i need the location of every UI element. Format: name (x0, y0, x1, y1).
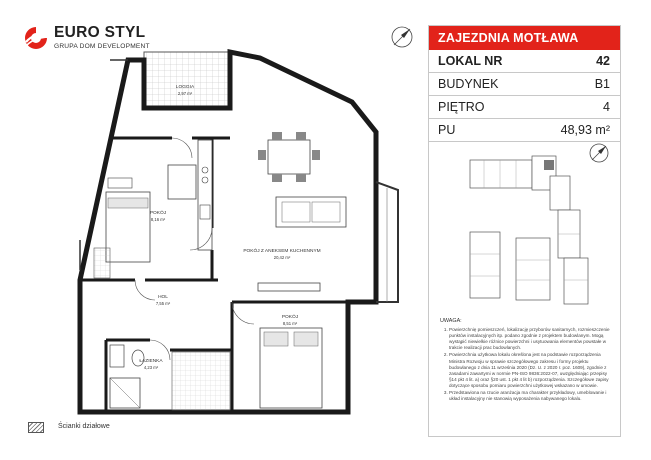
room-area-pokoj-1: 8,16 m² (150, 217, 166, 222)
selected-unit-highlight (544, 160, 554, 170)
row-pu (429, 119, 620, 142)
tv-cabinet (258, 283, 320, 291)
logo-brand-text: EURO STYL (54, 24, 146, 41)
notes-title: UWAGA: (440, 318, 462, 324)
note-item: 3. Przedstawiona na rzucie aranżacja ma charakter przykładowy, umeblowanie i układ instalacyjny nie stanowią wyposażenia nabywanego lokalu. (449, 390, 615, 402)
room-area-loggia: 2,97 m² (177, 91, 193, 96)
room-label-pokoj-1: POKÓJ (149, 211, 167, 216)
row-label: LOKAL NR (438, 54, 503, 68)
partition-wall-swatch (28, 422, 44, 433)
notes (440, 318, 615, 403)
building-key-plan (460, 140, 600, 308)
row-budynek (429, 73, 620, 96)
note-item: 2. Powierzchnia użytkowa lokalu określona jest na podstawie rozporządzenia Ministra Rozwoju w sprawie szczegółowego zakresu i formy projektu budowlanego z dnia 11 września 2020 (Dz. U. z 2020 r. poz. 1609), zgodnie z zasadami zawartymi w normie PN-ISO 9836:2022-07, uwzględniając przepisy §14 pkt 4 lit. a) oraz §20 ust. 1 pkt 4 lit b) rozporządzenia. Szczegółowe zapisy dotyczące sposobu pomiaru powierzchni użytkowej wskazano w umowie. (449, 352, 615, 389)
sofa (276, 197, 346, 227)
row-value: 42 (596, 54, 610, 68)
room-label-hol: HOL (158, 295, 168, 300)
investment-title: ZAJEZDNIA MOTŁAWA (429, 26, 620, 50)
row-value: B1 (594, 77, 610, 91)
room-label-lazienka: ŁAZIENKA (139, 359, 163, 364)
room-area-pokoj-aneks: 20,42 m² (273, 255, 291, 260)
room-area-pokoj-2: 8,51 m² (282, 321, 298, 326)
row-lokal (429, 50, 620, 73)
room-label-pokoj-aneks: POKÓJ Z ANEKSEM KUCHENNYM (243, 249, 321, 254)
note-item: 1. Powierzchnię pomieszczeń, lokalizację przyborów sanitarnych, rozmieszczenie punktów instalacyjnych itp. podano zgodnie z projektem budowlanym. Mogą wystąpić niewielkie różnice powierzchni i usytuowania elementów powstałe w trakcie realizacji prac budowlanych. (449, 327, 615, 351)
row-value: 48,93 m² (560, 123, 610, 137)
loggia-area (144, 52, 230, 108)
row-label: PU (438, 123, 456, 137)
room-label-pokoj-2: POKÓJ (281, 315, 299, 320)
row-label: BUDYNEK (438, 77, 499, 91)
logo-tagline: GRUPA DOM DEVELOPMENT (54, 43, 150, 50)
notes-list (440, 327, 615, 402)
legend-label: Ścianki działowe (58, 423, 110, 430)
room-area-hol: 7,55 m² (155, 301, 171, 306)
row-pietro (429, 96, 620, 119)
kitchen-counter (198, 140, 212, 250)
row-value: 4 (603, 100, 610, 114)
floor-plan (20, 40, 420, 415)
room-label-loggia: LOGGIA (175, 85, 195, 90)
room-area-lazienka: 4,23 m² (143, 365, 159, 370)
dining-table (268, 140, 310, 174)
row-label: PIĘTRO (438, 100, 485, 114)
